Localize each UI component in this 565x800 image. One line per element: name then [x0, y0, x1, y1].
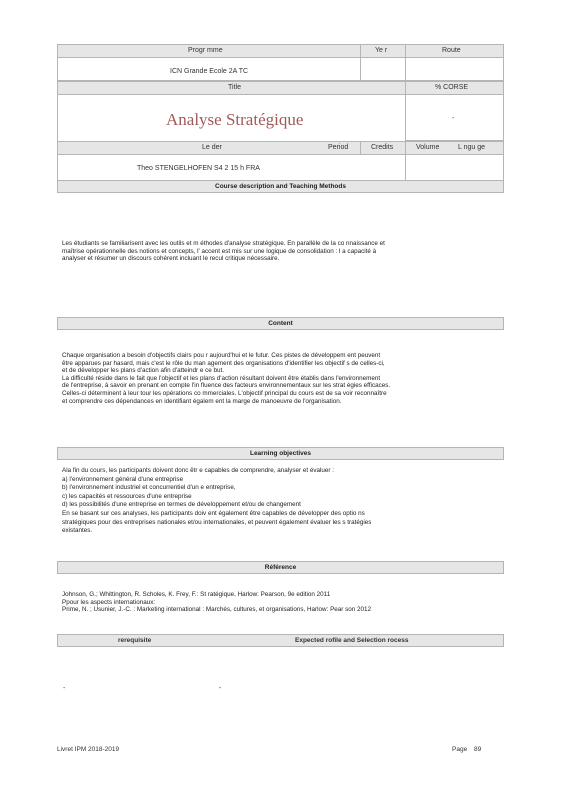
text-line: de l'entreprise, à savoir en prenant en compte l'in fluence des facteurs environnementaux sur les strat égies efficaces.: [62, 382, 391, 390]
text-line: stratégiques pour des entreprises nationales et/ou internationales, et peuvent également évaluer les s tratégies: [62, 518, 372, 526]
text-line: être apparues par hasard, mais c'est le rôle du man agement des organisations d'identifier les objectif s de celles-ci,: [62, 359, 385, 367]
code-value: -: [452, 115, 455, 122]
text-line: existantes.: [62, 527, 93, 535]
period-label: Period: [328, 144, 349, 151]
text-line: Prime, N. ; Usunier, J.-C. : Marketing international : Marchés, cultures, et organisations, Harlow: Pear son 2012: [62, 606, 372, 614]
grid-line: [405, 140, 504, 141]
grid-line: [503, 44, 504, 181]
year-label: Ye r: [375, 47, 388, 54]
footer-left: Livret IPM 2018-2019: [57, 746, 120, 753]
objectives-text: [62, 467, 500, 536]
leader-label: Le der: [202, 144, 222, 151]
text-line: En se basant sur ces analyses, les participants doiv ent également être capables de développer des optio ns: [62, 509, 365, 517]
grid-line: [57, 44, 58, 181]
grid-line: [57, 80, 504, 81]
objectives-section-header: Learning objectives: [57, 447, 504, 460]
grid-line: [405, 44, 406, 181]
programme-label: Progr mme: [188, 47, 223, 54]
code-label: % CORSE: [435, 84, 469, 91]
text-line: Chaque organisation a besoin d'objectifs clairs pou r aujourd'hui et le futur. Ces pistes de développem ent peuvent: [62, 352, 381, 359]
text-line: La difficulté réside dans le fait que l'objectif et les plans d'action résultant doivent être établis dans l'environnement: [62, 374, 381, 382]
text-line: Johnson, G.; Whittington, R. Scholes, K. Frey, F.: St ratégique, Harlow: Pearson, 9e edition 2011: [62, 591, 331, 598]
references-section-header: Référence: [57, 561, 504, 574]
grid-line: [360, 44, 361, 81]
description-section-header: Course description and Teaching Methods: [57, 180, 504, 193]
text-line: analyser et résumer un discours cohérent incluant le recul critique nécessaire.: [62, 255, 280, 263]
leader-value: Theo STENGELHOFEN S4 2 15 h FRA: [137, 165, 260, 172]
text-line: Les étudiants se familiarisent avec les outils et m éthodes d'analyse stratégique. En parallèle de la co nnaissance et: [62, 240, 385, 247]
route-label: Route: [442, 47, 461, 54]
text-line: Ppour les aspects internationaux:: [62, 598, 156, 606]
course-title: Analyse Stratégique: [166, 110, 304, 129]
header-row-programme: [57, 44, 504, 58]
references-text: [62, 591, 500, 614]
text-line: et de développer les plans d'action afin d'atteindr e ce but.: [62, 367, 225, 375]
programme-value: ICN Grande Ecole 2A TC: [170, 68, 249, 75]
content-text: [62, 352, 500, 405]
prerequisite-value: -: [63, 685, 66, 692]
text-line: a) l'environnement général d'une entreprise: [62, 475, 184, 483]
text-line: d) les possibilités d'une entreprise en termes de développement et/ou de changement: [62, 501, 301, 509]
language-label: L ngu ge: [458, 144, 485, 151]
footer-page-number: 89: [474, 746, 482, 753]
text-line: b) l'environnement industriel et concurrentiel d'un e entreprise,: [62, 484, 236, 492]
footer-page-label: Page: [452, 746, 468, 753]
profile-value: -: [219, 685, 222, 692]
text-line: maîtrise opérationnelle des notions et concepts, l' accent est mis sur une logique de consolidation : l a capacité à: [62, 247, 377, 255]
content-section-header: Content: [57, 317, 504, 330]
prerequisite-label: rerequisite: [118, 637, 152, 644]
text-line: Ala fin du cours, les participants doivent donc êtr e capables de comprendre, analyser et évaluer :: [62, 467, 334, 474]
text-line: et comprendre ces dépendances en identifiant égalem ent la marge de manoeuvre de l'organisation.: [62, 397, 342, 405]
profile-label: Expected rofile and Selection rocess: [295, 637, 409, 644]
grid-line: [360, 141, 361, 155]
volume-label: Volume: [416, 144, 440, 151]
text-line: Celles-ci déterminent à leur tour les opérations co mmerciales. L'objectif principal du cours est de sa voir reconnaître: [62, 389, 387, 397]
text-line: c) les capacités et ressources d'une entreprise: [62, 492, 192, 500]
description-text: [62, 240, 500, 263]
credits-label: Credits: [371, 144, 394, 151]
title-label: Title: [228, 84, 241, 91]
